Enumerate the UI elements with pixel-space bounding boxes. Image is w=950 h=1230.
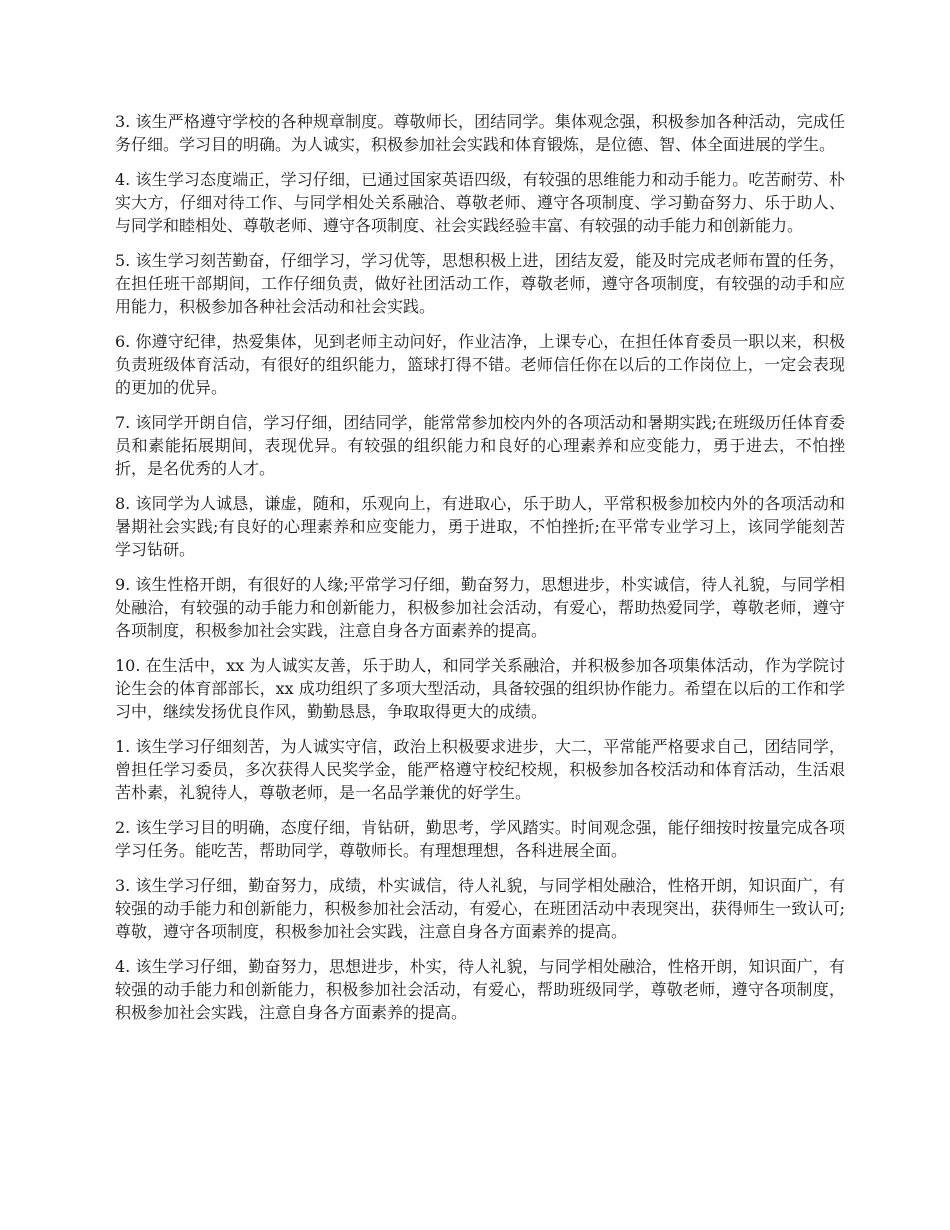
paragraph-9: 9. 该生性格开朗，有很好的人缘;平常学习仔细，勤奋努力，思想进步，朴实诚信，待人礼貌，与同学相处融洽，有较强的动手能力和创新能力，积极参加社会活动，有爱心，帮助热爱同学，尊敬老师，遵守各项制度，积极参加社会实践，注意自身各方面素养的提高。 bbox=[115, 575, 845, 640]
paragraph-8: 8. 该同学为人诚恳，谦虚，随和，乐观向上，有进取心，乐于助人，平常积极参加校内外的各项活动和暑期社会实践;有良好的心理素养和应变能力，勇于进取，不怕挫折;在平常专业学习上，该同学能刻苦学习钻研。 bbox=[115, 494, 845, 559]
paragraph-3-second: 3. 该生学习仔细，勤奋努力，成绩，朴实诚信，待人礼貌，与同学相处融洽，性格开朗，知识面广，有较强的动手能力和创新能力，积极参加社会活动，有爱心，在班团活动中表现突出，获得师生一致认可;尊敬，遵守各项制度，积极参加社会实践，注意自身各方面素养的提高。 bbox=[115, 876, 845, 941]
paragraph-4-first: 4. 该生学习态度端正，学习仔细，已通过国家英语四级，有较强的思维能力和动手能力。吃苦耐劳、朴实大方，仔细对待工作、与同学相处关系融洽、尊敬老师、遵守各项制度、学习勤奋努力、乐于助人、与同学和睦相处、尊敬老师、遵守各项制度、社会实践经验丰富、有较强的动手能力和创新能力。 bbox=[115, 170, 845, 235]
paragraph-2: 2. 该生学习目的明确，态度仔细，肯钻研，勤思考，学风踏实。时间观念强，能仔细按时按量完成各项学习任务。能吃苦，帮助同学，尊敬师长。有理想理想，各科进展全面。 bbox=[115, 818, 845, 860]
document-body bbox=[115, 110, 845, 1036]
paragraph-10: 10. 在生活中，xx 为人诚实友善，乐于助人，和同学关系融洽，并积极参加各项集体活动，作为学院讨论生会的体育部部长，xx 成功组织了多项大型活动，具备较强的组织协作能力。希望在以后的工作和学习中，继续发扬优良作风，勤勤恳恳，争取取得更大的成绩。 bbox=[115, 656, 845, 721]
paragraph-5: 5. 该生学习刻苦勤奋，仔细学习，学习优等，思想积极上进，团结友爱，能及时完成老师布置的任务，在担任班干部期间，工作仔细负责，做好社团活动工作，尊敬老师，遵守各项制度，有较强的动手和应用能力，积极参加各种社会活动和社会实践。 bbox=[115, 251, 845, 316]
paragraph-1: 1. 该生学习仔细刻苦，为人诚实守信，政治上积极要求进步，大二，平常能严格要求自己，团结同学，曾担任学习委员，多次获得人民奖学金，能严格遵守校纪校规，积极参加各校活动和体育活动，生活艰苦朴素，礼貌待人，尊敬老师，是一名品学兼优的好学生。 bbox=[115, 737, 845, 802]
paragraph-3-first: 3. 该生严格遵守学校的各种规章制度。尊敬师长，团结同学。集体观念强，积极参加各种活动，完成任务仔细。学习目的明确。为人诚实，积极参加社会实践和体育锻炼，是位德、智、体全面进展的学生。 bbox=[115, 112, 845, 154]
paragraph-6: 6. 你遵守纪律，热爱集体，见到老师主动问好，作业洁净，上课专心，在担任体育委员一职以来，积极负责班级体育活动，有很好的组织能力，篮球打得不错。老师信任你在以后的工作岗位上，一定会表现的更加的优异。 bbox=[115, 332, 845, 397]
paragraph-7: 7. 该同学开朗自信，学习仔细，团结同学，能常常参加校内外的各项活动和暑期实践;在班级历任体育委员和素能拓展期间，表现优异。有较强的组织能力和良好的心理素养和应变能力，勇于进去，不怕挫折，是名优秀的人才。 bbox=[115, 413, 845, 478]
paragraph-4-second: 4. 该生学习仔细，勤奋努力，思想进步，朴实，待人礼貌，与同学相处融洽，性格开朗，知识面广，有较强的动手能力和创新能力，积极参加社会活动，有爱心，帮助班级同学，尊敬老师，遵守各项制度，积极参加社会实践，注意自身各方面素养的提高。 bbox=[115, 957, 845, 1022]
